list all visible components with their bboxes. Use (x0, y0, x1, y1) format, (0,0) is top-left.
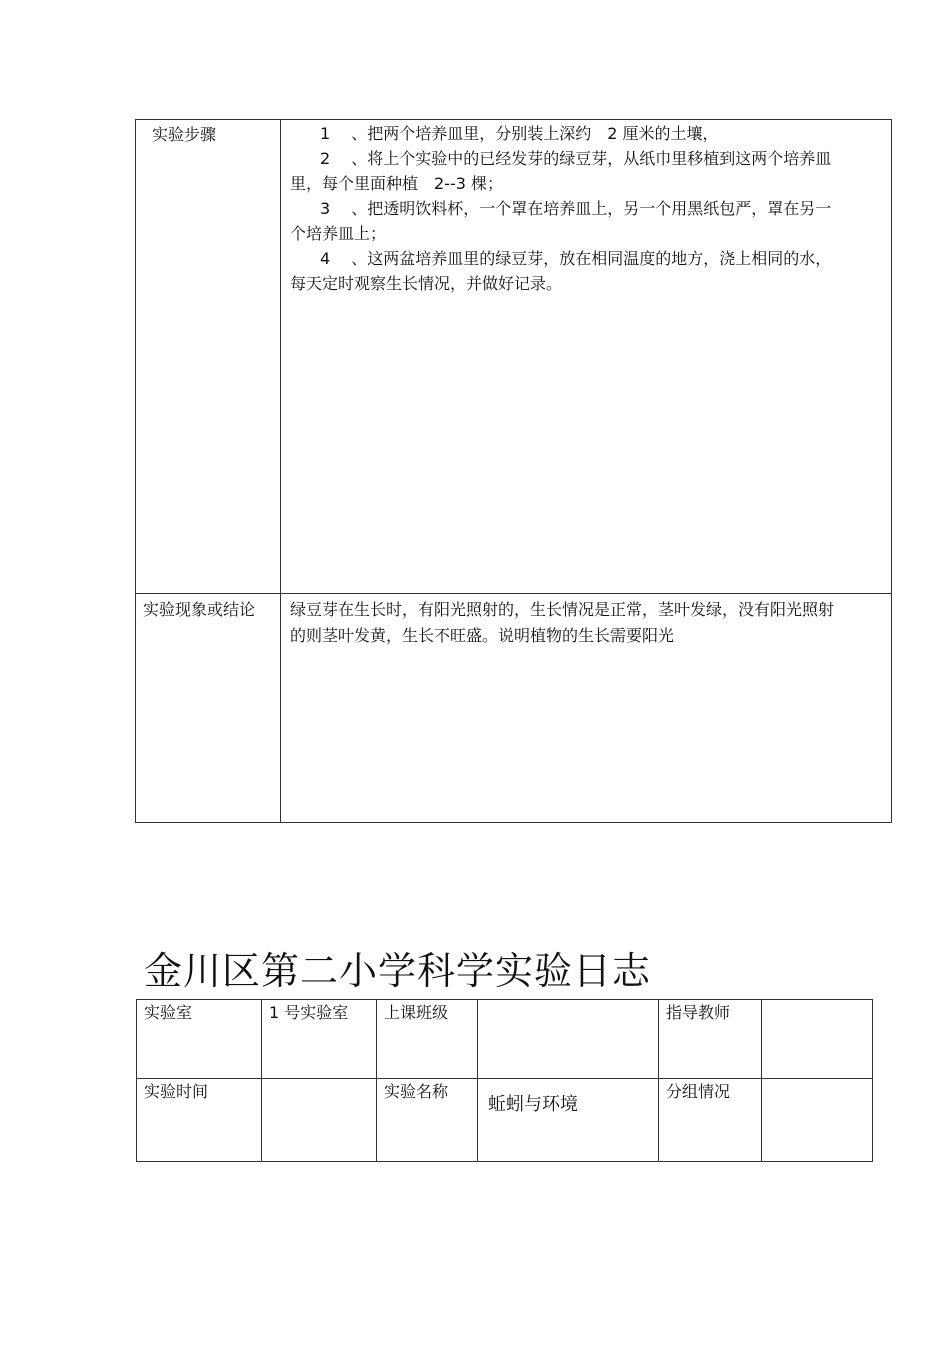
experiment-name-label: 实验名称 (377, 1079, 478, 1162)
group-label: 分组情况 (659, 1079, 762, 1162)
group-value (762, 1079, 873, 1162)
info-row (137, 1000, 873, 1079)
conclusion-cell (281, 594, 892, 823)
steps-label: 实验步骤 (136, 120, 281, 594)
steps-cell (281, 120, 892, 594)
info-row (137, 1079, 873, 1162)
lab-value: 1 号实验室 (262, 1000, 377, 1079)
time-value (262, 1079, 377, 1162)
step-item: 3 、把透明饮料杯，一个罩在培养皿上，另一个用黑纸包严，罩在另一个培养皿上； (290, 199, 832, 243)
class-label: 上课班级 (377, 1000, 478, 1079)
steps-list (281, 120, 891, 296)
teacher-label: 指导教师 (659, 1000, 762, 1079)
step-item: 2 、将上个实验中的已经发芽的绿豆芽，从纸巾里移植到这两个培养皿里，每个里面种植 2--3 棵； (290, 149, 832, 193)
conclusion-row (136, 594, 892, 823)
class-value (478, 1000, 659, 1079)
steps-row (136, 120, 892, 594)
page-title: 金川区第二小学科学实验日志 (144, 949, 652, 993)
experiment-record-table (135, 119, 892, 823)
experiment-name-value: 蚯蚓与环境 (478, 1079, 659, 1162)
lab-label: 实验室 (137, 1000, 262, 1079)
step-item: 1 、把两个培养皿里，分别装上深约 2 厘米的土壤， (320, 124, 719, 143)
teacher-value (762, 1000, 873, 1079)
experiment-info-table (136, 999, 873, 1162)
time-label: 实验时间 (137, 1079, 262, 1162)
conclusion-text: 绿豆芽在生长时，有阳光照射的，生长情况是正常，茎叶发绿，没有阳光照射的则茎叶发黄，生长不旺盛。说明植物的生长需要阳光 (290, 600, 835, 645)
conclusion-label: 实验现象或结论 (136, 594, 281, 823)
step-item: 4 、这两盆培养皿里的绿豆芽，放在相同温度的地方，浇上相同的水，每天定时观察生长情况，并做好记录。 (290, 249, 832, 293)
